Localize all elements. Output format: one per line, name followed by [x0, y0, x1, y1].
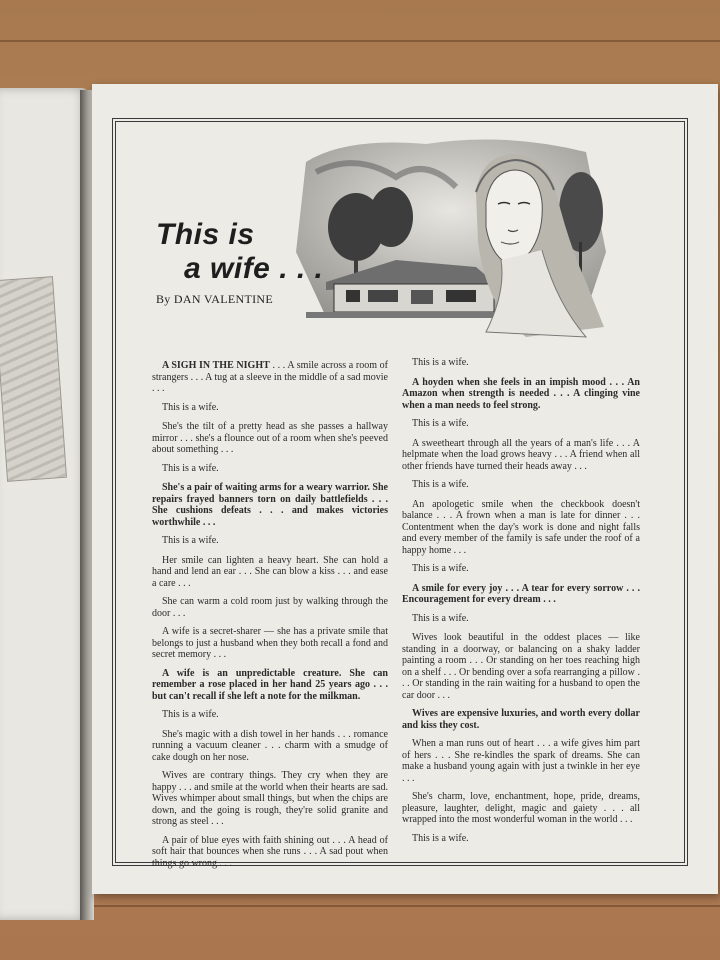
paragraph: A hoyden when she feels in an impish mood . . . An Amazon when strength is needed . . . A clinging vine when a man needs to feel strong. [402, 376, 640, 411]
paragraph: A sweetheart through all the years of a man's life . . . A helpmate when the load grows heavy . . . A friend when all other friends have turned their heads away . . . [402, 437, 640, 472]
refrain: This is a wife. [412, 612, 469, 624]
article-title-line-2: a wife . . . [184, 252, 324, 285]
paragraph: She's magic with a dish towel in her hands . . . romance running a vacuum cleaner . . . charm with a smudge of cake dough on her nose. [152, 728, 388, 763]
byline: By DAN VALENTINE [156, 292, 274, 306]
refrain: This is a wife. [412, 418, 469, 429]
paragraph-text: . . . A smile across a room of strangers . . . A tug at a sleeve in the middle of a sad movie . . . [152, 360, 389, 394]
refrain: This is a wife. [162, 462, 219, 474]
refrain: This is a wife. [162, 401, 219, 413]
floor-plank-seam [0, 905, 720, 907]
left-page [0, 88, 88, 920]
refrain: This is a wife. [162, 535, 219, 546]
refrain: This is a wife. [412, 832, 469, 844]
article-title-line-1: This is [156, 218, 255, 251]
paragraph: When a man runs out of heart . . . a wife gives him part of hers . . . She re-kindles the spark of dreams. She can make a husband young again with just a twinkle in her eye . . . [402, 738, 640, 784]
paragraph-lead: A SIGH IN THE NIGHT [162, 360, 270, 371]
paragraph: Wives look beautiful in the oddest places — like standing in a doorway, or balancing on a shaky ladder painting a room . . . Or standing on her toes reaching high on a shelf . . . Or bending over a sofa rearranging a pillow . . . Or standing in the rain waiting for a husband to open the car door . . . [402, 632, 640, 701]
refrain: This is a wife. [162, 709, 219, 720]
paragraph: She's the tilt of a pretty head as she passes a hallway mirror . . . she's a flounce out of a room when she's peeved about something . . . [152, 421, 388, 455]
paragraph: A wife is a secret-sharer — she has a private smile that belongs to just a husband when they both recall a fond and secret memory . . . [152, 626, 388, 660]
paragraph: She's a pair of waiting arms for a weary warrior. She repairs frayed banners torn on daily battlefields . . . She cushions defeats . . . and makes victories worthwhile . . . [152, 482, 388, 528]
refrain: This is a wife. [412, 563, 469, 574]
paragraph: Wives are contrary things. They cry when they are happy . . . and smile at the world when their hearts are sad. Wives whimper about small things, but when the chips are down, and the going is rough, they're solid granite and strong as steel . . . [152, 770, 388, 827]
paragraph: A pair of blue eyes with faith shining out . . . A head of soft hair that bounces when she runs . . . A sad pout when things go wrong . . . [152, 834, 388, 869]
article-column-right [402, 357, 640, 852]
left-page-illustration [0, 276, 67, 482]
floor-plank-seam [0, 40, 720, 42]
article-title [156, 218, 336, 286]
article-column-left [152, 360, 388, 876]
paragraph: A wife is an unpredictable creature. She can remember a rose placed in her hand 25 years ago . . . but can't recall if she left a note for the milkman. [152, 667, 388, 702]
refrain: This is a wife. [412, 479, 469, 490]
refrain: This is a wife. [412, 357, 469, 368]
paragraph: An apologetic smile when the checkbook doesn't balance . . . A frown when a man is late for dinner . . . Contentment when the day's work is done and night falls and every member of the family is safe under the roof of a happy home . . . [402, 498, 640, 556]
paragraph: Wives are expensive luxuries, and worth every dollar and kiss they cost. [402, 708, 640, 731]
paragraph: She can warm a cold room just by walking through the door . . . [152, 596, 388, 619]
paragraph [152, 360, 388, 395]
paragraph: A smile for every joy . . . A tear for every sorrow . . . Encouragement for every dream . . . [402, 582, 640, 605]
paragraph: She's charm, love, enchantment, hope, pride, dreams, pleasure, laughter, delight, magic and gaiety . . . all wrapped into the most wonderful woman in the world . . . [402, 791, 640, 825]
paragraph: Her smile can lighten a heavy heart. She can hold a hand and lend an ear . . . She can blow a kiss . . . and ease a care . . . [152, 554, 388, 589]
